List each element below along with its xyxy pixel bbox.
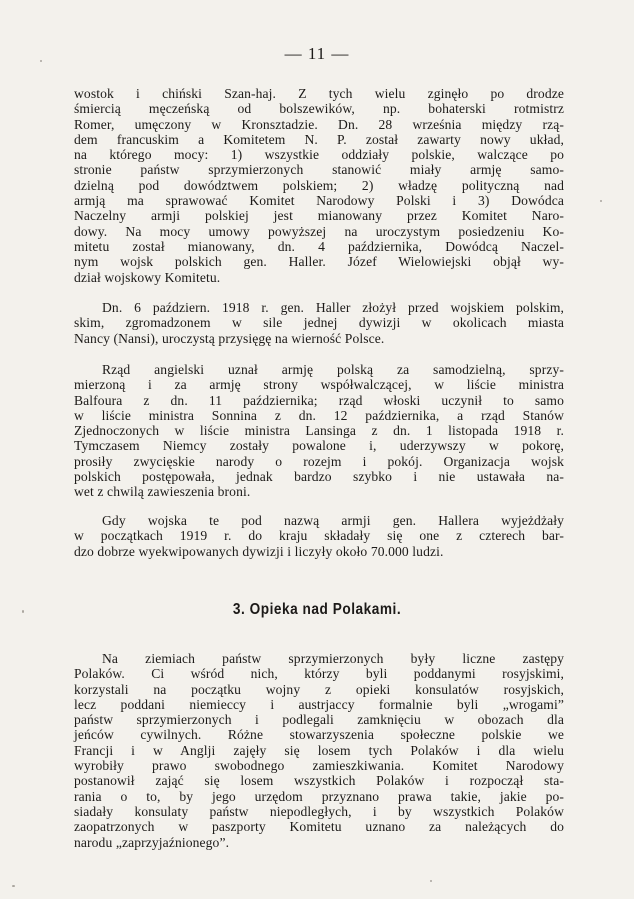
text-line: Nancy (Nansi), uroczystą przysięgę na wierność Polsce. (74, 330, 385, 346)
text-line: Dn. 6 październ. 1918 r. gen. Haller złożył przed wojskiem polskim, (102, 300, 564, 315)
scan-speck (12, 885, 15, 887)
text-line: polskich postępowała, jednak bardzo szybko i nie ustawała na- (74, 469, 564, 485)
text-line: jeńców cywilnych. Różne stowarzyszenia społeczne polskie we (74, 727, 564, 743)
text-line: korzystali na początku wojny z opieki konsulatów rosyjskich, (74, 681, 564, 697)
text-line: prosiły zwycięskie narody o rozejm i pokój. Organizacja wojsk (74, 453, 564, 469)
text-line: siadały konsulaty państw niepodległych, i by wszystkich Polaków (74, 803, 564, 819)
text-line: dział wojskowy Komitetu. (74, 269, 221, 285)
text-line: w początkach 1919 r. do kraju składały się one z czterech bar- (74, 528, 564, 544)
text-line: mierzoną i za armję strony współwalczącej, w liście ministra (74, 377, 564, 393)
paragraph-1 (74, 86, 564, 285)
text-line: rania o to, by jego urzędom przyznano prawa takie, jakie po- (74, 788, 564, 804)
text-line: wostok i chiński Szan-haj. Z tych wielu zginęło po drodze (74, 86, 564, 101)
paragraph-2 (74, 300, 564, 346)
text-line: nym wojsk polskich gen. Haller. Józef Wielowiejski objął wy- (74, 254, 564, 270)
text-line: państw sprzymierzonych i podlegali zamknięciu w obozach dla (74, 712, 564, 728)
text-line: dem francuskim a Komitetem N. P. został zawarty nowy układ, (74, 131, 564, 147)
scan-speck (40, 60, 42, 62)
text-line: w liście ministra Sonnina z dn. 12 października, a rząd Stanów (74, 407, 564, 423)
scan-speck (22, 610, 24, 613)
text-line: śmiercią męczeńską od bolszewików, np. bohaterski rotmistrz (74, 101, 564, 117)
text-line: Tymczasem Niemcy zostały powalone i, uderzywszy w pokorę, (74, 438, 564, 454)
scan-speck (600, 200, 602, 202)
text-line: zaopatrzonych w paszporty Komitetu uznano za należących do (74, 819, 564, 835)
text-line: Naczelny armji polskiej jest mianowany przez Komitet Naro- (74, 208, 564, 224)
text-line: wyrobiły prawo swobodnego zamieszkiwania. Komitet Narodowy (74, 758, 564, 774)
text-line: armją ma sprawować Komitet Narodowy Polski i 3) Dowódca (74, 193, 564, 209)
text-line: narodu „zaprzyjaźnionego”. (74, 834, 230, 850)
text-line: na którego mocy: 1) wszystkie oddziały polskie, walczące po (74, 147, 564, 163)
paragraph-4 (74, 513, 564, 559)
text-line: Polaków. Ci wśród nich, którzy byli poddanymi rosyjskimi, (74, 666, 564, 682)
text-line: Na ziemiach państw sprzymierzonych były liczne zastępy (102, 651, 564, 666)
text-line: wet z chwilą zawieszenia broni. (74, 484, 251, 500)
text-line: stronie państw sprzymierzonych stanowić miały armję samo- (74, 162, 564, 178)
text-line: Rząd angielski uznał armję polską za samodzielną, sprzy- (102, 362, 564, 377)
section-paragraph-1 (74, 651, 564, 850)
scan-speck (430, 880, 432, 882)
text-line: dzo dobrze wyekwipowanych dywizji i liczyły około 70.000 ludzi. (74, 543, 444, 559)
text-line: postanowił zająć się losem wszystkich Polaków i rozpoczął sta- (74, 773, 564, 789)
text-line: dowy. Na mocy umowy powyższej na uroczystym posiedzeniu Ko- (74, 223, 564, 239)
text-line: lecz poddani niemieccy i austrjaccy formalnie byli „wrogami” (74, 696, 564, 712)
paragraph-3 (74, 362, 564, 500)
text-line: Gdy wojska te pod nazwą armji gen. Hallera wyjeżdżały (102, 513, 564, 528)
text-line: Balfoura z dn. 11 października; rząd włoski uczynił to samo (74, 392, 564, 408)
text-line: Romer, umęczony w Kronsztadzie. Dn. 28 września między rzą- (74, 116, 564, 132)
text-line: dzielną pod dowództwem polskiem; 2) władzę polityczną nad (74, 177, 564, 193)
section-heading: 3. Opieka nad Polakami. (232, 601, 402, 618)
page-number: — 11 — (284, 44, 350, 63)
text-line: Zjednoczonych w liście ministra Lansinga z dn. 1 listopada 1918 r. (74, 423, 564, 439)
text-line: skim, zgromadzonem w sile jednej dywizji w okolicach miasta (74, 315, 564, 331)
text-line: mitetu został mianowany, dn. 4 października, Dowódcą Naczel- (74, 238, 564, 254)
text-line: Francji i w Anglji zajęły się losem tych Polaków i dla wielu (74, 742, 564, 758)
